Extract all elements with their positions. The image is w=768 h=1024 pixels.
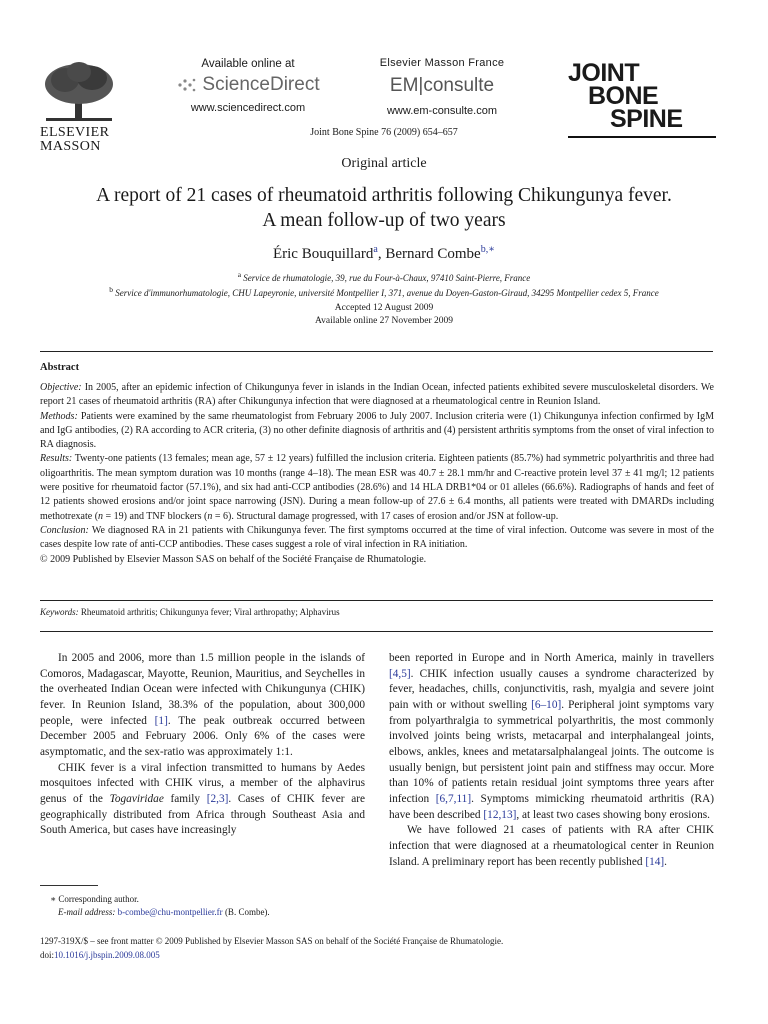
elsevier-logo <box>40 60 118 154</box>
body-paragraph: In 2005 and 2006, more than 1.5 million people in the islands of Comoros, Madagascar, Mayotte, Reunion, Mauritius, and Seychelles in the overheated Indian Ocean were infected with Chikungunya (CHIK) fever. In Reunion Island, 38.3% of the population, about 300,000 people, were infected [1]. The peak outbreak occurred between December 2005 and February 2006. Only 6% of the cases were asymptomatic, and the sex-ratio was approximately 1:1. <box>40 652 365 758</box>
em-consulte-block <box>372 57 512 117</box>
available-online-label: Available online at <box>201 58 295 70</box>
author-email-line: E-mail address: b-combe@chu-montpellier.fr (B. Combe). <box>58 907 270 917</box>
author-affiliation-marker[interactable]: b,∗ <box>480 244 496 255</box>
citation-link[interactable]: [2,3] <box>206 792 229 805</box>
body-left-column <box>40 651 365 839</box>
author-email-link[interactable]: b-combe@chu-montpellier.fr <box>117 907 223 917</box>
author-name: Éric Bouquillard <box>272 246 374 262</box>
available-online-date: Available online 27 November 2009 <box>314 316 454 326</box>
citation-link[interactable]: [6,7,11] <box>435 792 472 805</box>
em-publisher-label: Elsevier Masson France <box>379 57 505 69</box>
author-list: Éric Bouquillard$^a$, Bernard Combe$^{b,∗}$ <box>272 244 496 262</box>
divider <box>40 351 713 352</box>
keywords: Keywords: Rheumatoid arthritis; Chikungunya fever; Viral arthropathy; Alphavirus <box>40 607 340 617</box>
article-type: Original article <box>341 156 427 171</box>
author-affiliation-marker[interactable]: a <box>373 244 378 255</box>
journal-logo: JOINT BONE SPINE <box>568 59 683 133</box>
abstract-conclusion: Conclusion: We diagnosed RA in 21 patients with Chikungunya fever. The first symptoms occurred at the time of viral infection. Outcome was severe in most of the cases despite low rate of anti-CCP antibodies. These cases suggest a role of viral infection in RA initiation. <box>40 524 714 551</box>
sciencedirect-logo: ScienceDirect <box>168 74 328 96</box>
affiliation-a: $^a$ Service de rhumatologie, 39, rue du Four-à-Chaux, 97410 Saint-Pierre, France <box>237 270 531 283</box>
footnote <box>40 893 365 919</box>
article-title: A report of 21 cases of rheumatoid arthritis following Chikungunya fever. A mean follow-up of two years <box>96 185 672 231</box>
body-paragraph: We have followed 21 cases of patients with RA after CHIK infection that were diagnosed at a rheumatological center in Reunion Island. A preliminary report has been recently published [14]. <box>389 824 714 868</box>
sciencedirect-block <box>168 58 328 114</box>
doi-link[interactable]: 10.1016/j.jbspin.2009.08.005 <box>54 949 160 960</box>
sciencedirect-dots-icon <box>176 76 198 94</box>
footnote-rule <box>40 885 98 886</box>
body-right-column <box>389 651 714 870</box>
sciencedirect-url[interactable]: www.sciencedirect.com <box>190 102 306 114</box>
affiliation-b: $^b$ Service d'immunorhumatologie, CHU Lapeyronie, université Montpellier I, 371, avenue du Doyen-Gaston-Giraud, 34295 Montpellier cedex 5, France <box>109 285 659 298</box>
abstract-results: Results: Twenty-one patients (13 females; mean age, 57 ± 12 years) fulfilled the inclusion criteria. Eighteen patients (85.7%) had symmetric polyarthritis and three had oligoarthritis. The mean symptom duration was 10 months (range 4–18). The mean ESR was 40.7 ± 28.1 mm/hr and C-reactive protein level 37 ± 41 mg/l; 12 patients were positive for rheumatoid factor (57.1%), and six had anti-CCP antibodies (28.6%) and 14 HLA DRB1*04 or 01 alleles (66.6%). Radiographs of hands and feet of 12 patients showed erosions and/or joint space narrowing (JSN). During a mean follow-up of 27.6 ± 6.4 months, all patients were treated with DMARDs including methotrexate (n = 19) and TNF blockers (n = 6). Structural damage progressed, with 17 cases of erosion and/or JSN at follow-up. <box>40 453 714 522</box>
citation-link[interactable]: [4,5] <box>389 667 411 680</box>
em-consulte-logo: EM|consulte <box>389 75 495 96</box>
journal-reference: Joint Bone Spine 76 (2009) 654–657 <box>310 127 458 138</box>
citation-link[interactable]: [14] <box>645 855 665 868</box>
abstract-objective: Objective: In 2005, after an epidemic infection of Chikungunya fever in islands in the Indian Ocean, infected patients exhibited severe musculoskeletal disorders. We report 21 cases of rheumatoid arthritis (RA) after Chikungunya infection that were diagnosed at a rheumatological centre in Reunion Island. <box>40 382 714 408</box>
citation-link[interactable]: [6–10] <box>531 698 562 711</box>
corresponding-author-note: ∗ Corresponding author. <box>50 894 139 904</box>
body-paragraph: CHIK fever is a viral infection transmitted to humans by Aedes mosquitoes infected with CHIK virus, a member of the alphavirus genus of the Togaviridae family [2,3]. Cases of CHIK fever are geographically distributed from Africa through Southeast Asia and South America, but cases have increasingly <box>40 761 366 837</box>
body-paragraph: been reported in Europe and in North America, mainly in travellers [4,5]. CHIK infection usually causes a syndrome characterized by fever, headaches, chills, conjunctivitis, rash, myalgia and severe joint pain with or without swelling [6–10]. Peripheral joint symptoms vary from polyarthralgia to symmetrical polyarthritis, the most commonly involved joints being wrists, metacarpal and interphalangeal joints, elbows, ankles, knees and metatarsalphalangeal joints. The outcome is usually benign, but persistent joint pain and stiffness may occur. More than 10% of patients retain residual joint symptoms three years after infection [6,7,11]. Symptoms mimicking rheumatoid arthritis (RA) have been described [12,13], at least two cases showing bony erosions. <box>389 652 715 821</box>
issn-line: 1297-319X/$ – see front matter © 2009 Published by Elsevier Masson SAS on behalf of the Société Française de Rhumatologie. <box>40 936 504 946</box>
em-consulte-url[interactable]: www.em-consulte.com <box>386 105 498 117</box>
author-name: Bernard Combe <box>385 246 481 262</box>
divider <box>40 600 713 601</box>
citation-link[interactable]: [1] <box>154 714 168 727</box>
elsevier-tree-icon <box>40 60 118 124</box>
abstract-copyright: © 2009 Published by Elsevier Masson SAS on behalf of the Société Française de Rhumatologie. <box>40 553 427 565</box>
abstract-body <box>40 381 714 567</box>
front-matter-footer <box>40 935 720 962</box>
doi-line: doi:10.1016/j.jbspin.2009.08.005 <box>40 949 160 960</box>
abstract-methods: Methods: Patients were examined by the same rheumatologist from February 2006 to July 2007. Inclusion criteria were (1) Chikungunya infection confirmed by IgM and IgG antibodies, (2) RA according to ACR criteria, (3) no other definite diagnosis of arthritis and (4) persistent arthritis symptoms from the onset of viral infection to RA diagnosis. <box>40 410 714 451</box>
article-dates <box>0 302 768 328</box>
citation-link[interactable]: [12,13] <box>483 808 517 821</box>
abstract-heading: Abstract <box>40 362 80 373</box>
elsevier-wordmark: ELSEVIER MASSON <box>40 125 110 154</box>
accepted-date: Accepted 12 August 2009 <box>334 303 434 313</box>
divider <box>40 631 713 632</box>
